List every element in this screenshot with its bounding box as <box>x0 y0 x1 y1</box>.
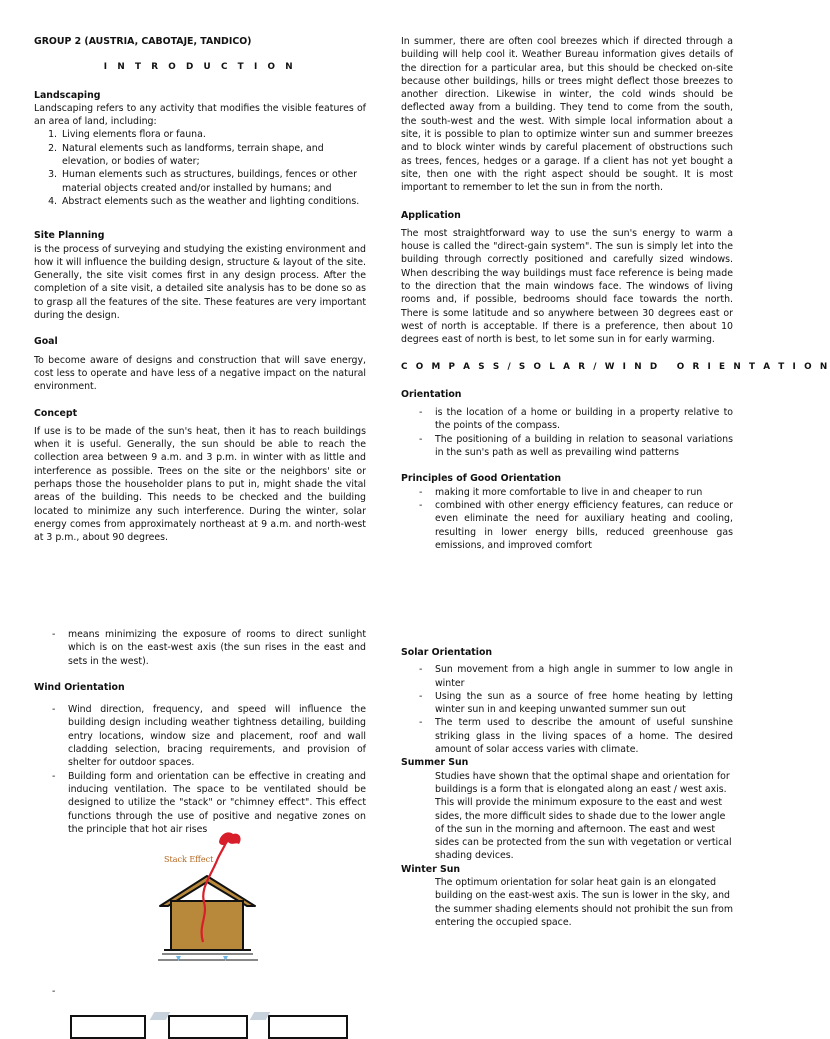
list-item: - means minimizing the exposure of rooms to direct sunlight which is on the east-west axis (the sun rises in the east and sets in the west). <box>34 628 366 668</box>
group-title: GROUP 2 (AUSTRIA, CABOTAJE, TANDICO) <box>34 36 252 47</box>
concept-text: If use is to be made of the sun's heat, then it has to reach buildings when it is useful. Generally, the sun should be able to reach the collection area between 9 a.m. and 3 p.m. in winter with as little and interference as possible. Trees on the site or the neighbors' site or perhaps those the householder plans to put in, might shade the vital areas of the building. This needs to be checked and the building located to minimize any such interference. During the winter, solar energy comes from approximately northeast at 9 a.m. and north-west at 3 p.m., about 90 degrees. <box>34 425 366 544</box>
site-planning-heading: Site Planning <box>34 230 105 242</box>
wind-orientation-heading: Wind Orientation <box>34 681 125 693</box>
landscaping-heading: Landscaping <box>34 89 101 101</box>
landscaping-list <box>34 128 366 208</box>
list-item: - The positioning of a building in relation to seasonal variations in the sun's path as well as prevailing wind patterns <box>401 433 733 460</box>
concept-heading: Concept <box>34 407 78 419</box>
diagram-box <box>70 1015 146 1039</box>
goal-heading: Goal <box>34 336 58 348</box>
trailing-dash: - <box>52 986 56 997</box>
diagram-box <box>168 1015 248 1039</box>
list-item: - combined with other energy efficiency features, can reduce or even eliminate the need for auxiliary heating and cooling, resulting in lower energy bills, reduced greenhouse gas emissions, and improved comfort <box>401 499 733 552</box>
solar-orientation-heading: Solar Orientation <box>401 647 493 658</box>
minimizing-list <box>34 628 366 668</box>
orientation-list <box>401 406 733 459</box>
list-item: - Using the sun as a source of free home heating by letting winter sun in and keeping unwanted summer sun out <box>401 690 733 717</box>
right-column-bottom <box>401 646 733 929</box>
application-heading: Application <box>401 209 461 221</box>
wind-orientation-list <box>34 703 366 836</box>
goal-text: To become aware of designs and construction that will save energy, cost less to operate and have less of a negative impact on the natural environment. <box>34 354 366 393</box>
list-item: - is the location of a home or building in a property relative to the points of the compass. <box>401 406 733 433</box>
stack-effect-figure <box>140 828 290 976</box>
list-item: - Sun movement from a high angle in summer to low angle in winter <box>401 663 733 690</box>
list-item: - Building form and orientation can be effective in creating and inducing ventilation. The space to be ventilated should be designed to utilize the "stack" or "chimney effect". This effect functions through the use of positive and negative zones on the principle that hot air rises <box>34 770 366 836</box>
principles-heading: Principles of Good Orientation <box>401 473 562 485</box>
list-item: 2. Natural elements such as landforms, terrain shape, and elevation, or bodies of water; <box>60 142 366 169</box>
solar-orientation-list <box>401 663 733 756</box>
list-item: 3. Human elements such as structures, buildings, fences or other material objects created and/or installed by humans; and <box>60 168 366 195</box>
principles-list <box>401 486 733 552</box>
list-item: - The term used to describe the amount of useful sunshine striking glass in the living spaces of a home. The desired amount of solar access varies with climate. <box>401 716 733 756</box>
orientation-heading: Orientation <box>401 388 462 400</box>
landscaping-text: Landscaping refers to any activity that modifies the visible features of an area of land, including: <box>34 102 366 128</box>
summer-sun-heading: Summer Sun <box>401 757 469 769</box>
compass-solar-wind-heading: C O M P A S S / S O L A R / W I N D O R I E N T A T I O N <box>401 361 830 372</box>
list-item: - making it more comfortable to live in and cheaper to run <box>401 486 733 499</box>
arrow-head-icon <box>219 832 241 845</box>
left-column-top <box>34 35 366 545</box>
site-planning-text: is the process of surveying and studying the existing environment and how it will influence the building design, structure & layout of the site. Generally, the site visit comes first in any design process. After the completion of a site visit, a detailed site analysis has to be done so as to grasp all the features of the site. These features are very important during the design. <box>34 243 366 322</box>
introduction-heading: I N T R O D U C T I O N <box>103 62 297 73</box>
list-item: - Wind direction, frequency, and speed will influence the building design including weather tightness detailing, building entry locations, window size and placement, roof and wall cladding selection, bracing requirements, and provision of shelter for outdoor spaces. <box>34 703 366 769</box>
house-walls <box>171 901 243 950</box>
stack-effect-label: Stack Effect <box>164 855 214 864</box>
winter-sun-text: The optimum orientation for solar heat gain is an elongated building on the east-west axis. The sun is lower in the sky, and the summer shading elements should not prohibit the sun from entering the occupied space. <box>435 877 733 928</box>
left-column-bottom <box>34 628 366 836</box>
summer-sun-text: Studies have shown that the optimal shape and orientation for buildings is a form that is elongated along an east / west axis. This will provide the minimum exposure to the east and west sides, the more difficult sides to shade due to the lower angle of the sun in the morning and afternoon. The east and west sides can be protected from the sun with vegetation or vertical shading devices. <box>435 770 732 862</box>
application-text: The most straightforward way to use the sun's energy to warm a house is called the "direct-gain system". The sun is simply let into the building through correctly positioned and carefully sized windows. When describing the way buildings must face reference is being made to the direction that the main windows face. The windows of living rooms and, if possible, bedrooms should face towards the north. There is some latitude and so anywhere between 30 degrees east or west of north is acceptable. If there is a preference, then about 10 degrees east of north is best, to let some sun in for early warming. <box>401 227 733 346</box>
diagram-box <box>268 1015 348 1039</box>
list-item: 4. Abstract elements such as the weather and lighting conditions. <box>60 195 366 208</box>
summer-breezes-text: In summer, there are often cool breezes which if directed through a building will help cool it. Weather Bureau information gives details of the direction for a particular area, but this should be checked on-site because other buildings, hills or trees might deflect those breezes to another direction. Likewise in winter, the cold winds should be deflected away from a building. They tend to come from the south, the south-west and the west. With simple local information about a site, it is possible to plan to optimize winter sun and summer breezes and to block winter winds by careful placement of obstructions such as trees, fences, hedges or a garage. If a client has not yet bought a site, then one with the right aspect should be sought. It is most important to remember to let the sun in from the north. <box>401 36 733 194</box>
right-column-top <box>401 35 830 552</box>
winter-sun-heading: Winter Sun <box>401 863 461 875</box>
list-item: 1. Living elements flora or fauna. <box>60 128 366 141</box>
